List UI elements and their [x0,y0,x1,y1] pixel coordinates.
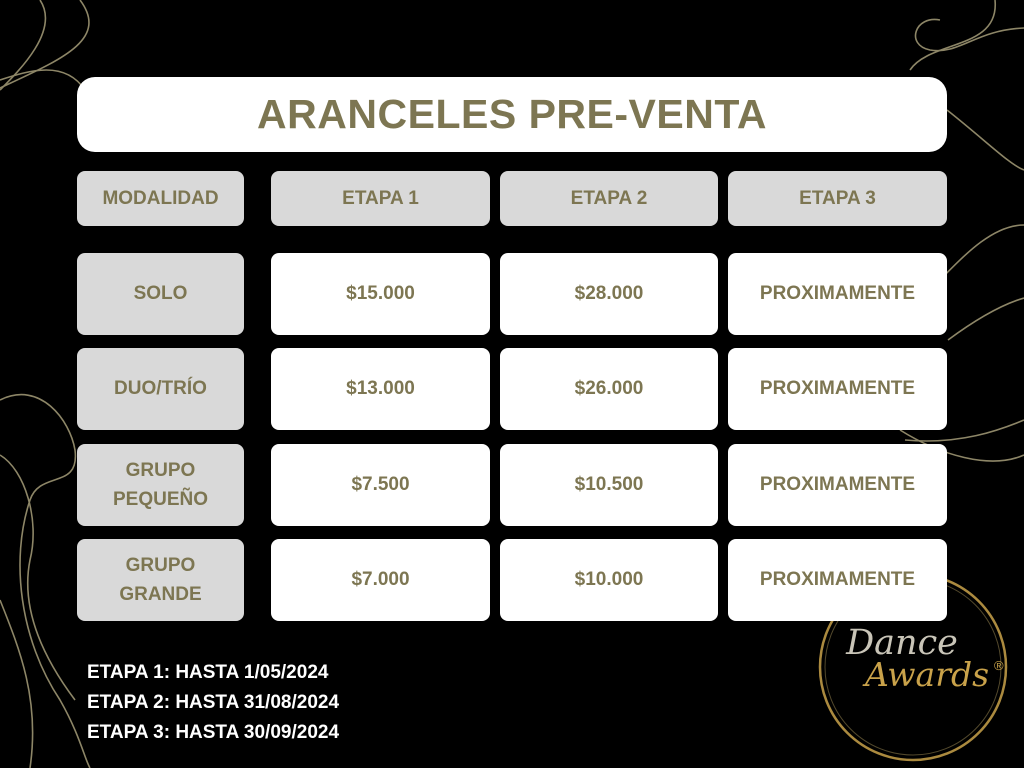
header-etapa-2: ETAPA 2 [500,171,718,226]
dance-awards-logo [818,575,1018,765]
price-grupo-pequeno-etapa-3: PROXIMAMENTE [728,444,947,526]
price-grupo-grande-etapa-1: $7.000 [271,539,490,621]
title-banner [77,77,947,152]
registered-mark: ® [994,658,1004,673]
header-modalidad: MODALIDAD [77,171,244,226]
logo-word-dance: Dance [846,623,958,663]
price-duo-trio-etapa-2: $26.000 [500,348,718,430]
row-label-solo: SOLO [77,253,244,335]
price-duo-trio-etapa-3: PROXIMAMENTE [728,348,947,430]
stage-dates [87,658,339,748]
stage-3-date: ETAPA 3: HASTA 30/09/2024 [87,722,340,743]
price-grupo-grande-etapa-2: $10.000 [500,539,718,621]
price-solo-etapa-2: $28.000 [500,253,718,335]
header-etapa-3: ETAPA 3 [728,171,947,226]
row-label-grupo-pequeno: GRUPO PEQUEÑO [77,444,244,526]
price-grupo-pequeno-etapa-1: $7.500 [271,444,490,526]
logo-word-awards: Awards [864,655,990,694]
page-title: ARANCELES PRE-VENTA [257,91,767,137]
price-duo-trio-etapa-1: $13.000 [271,348,490,430]
stage-1-date: ETAPA 1: HASTA 1/05/2024 [87,662,329,683]
stage-2-date: ETAPA 2: HASTA 31/08/2024 [87,692,340,713]
price-grupo-grande-etapa-3: PROXIMAMENTE [728,539,947,621]
price-solo-etapa-1: $15.000 [271,253,490,335]
price-grupo-pequeno-etapa-2: $10.500 [500,444,718,526]
price-solo-etapa-3: PROXIMAMENTE [728,253,947,335]
row-label-duo-trio: DUO/TRÍO [77,348,244,430]
header-etapa-1: ETAPA 1 [271,171,490,226]
row-label-grupo-grande: GRUPO GRANDE [77,539,244,621]
